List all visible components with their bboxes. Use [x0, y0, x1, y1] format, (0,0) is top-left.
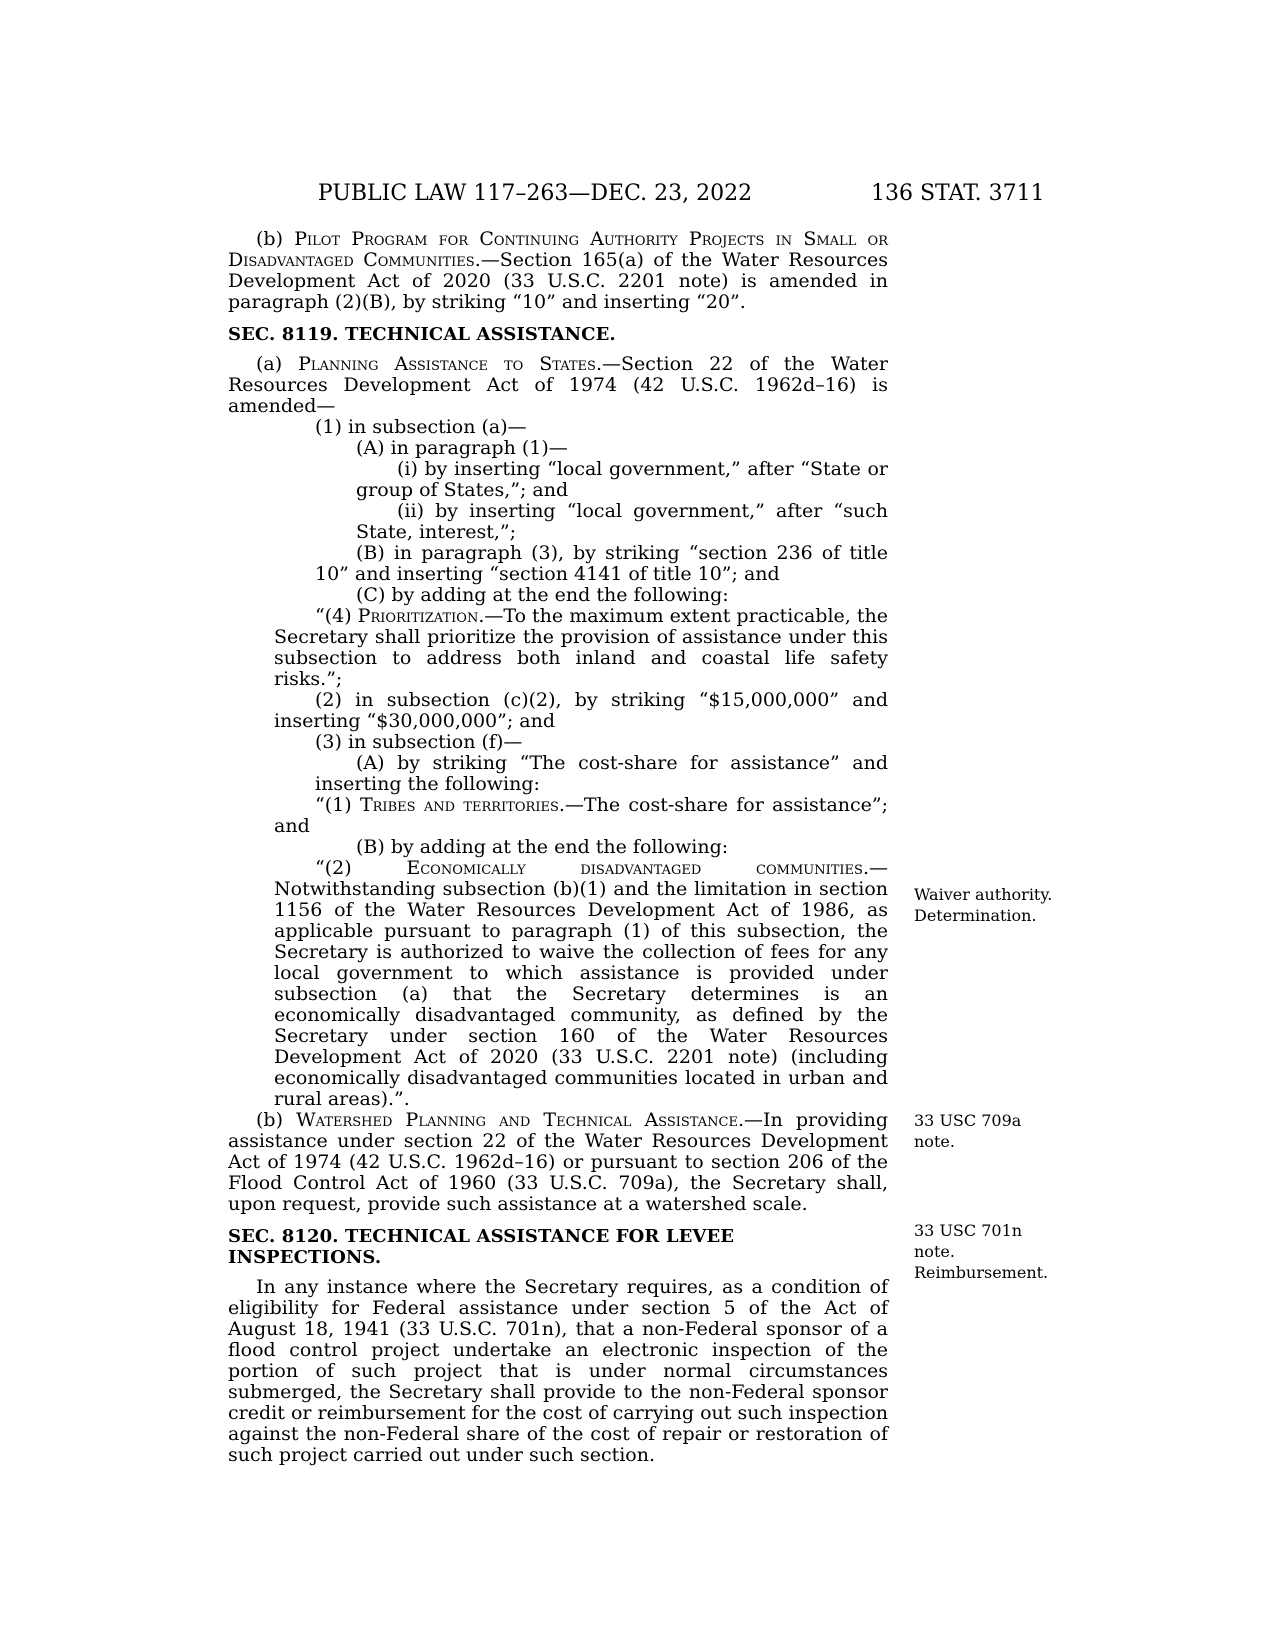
paragraph-text: “(4) [315, 605, 358, 627]
margin-note-line: Reimbursement. [914, 1263, 1049, 1282]
paragraph-text: (A) in paragraph (1)— [356, 437, 568, 459]
paragraph-text: (b) [256, 228, 295, 250]
statute-paragraph [228, 606, 888, 690]
margin-note-line: Waiver authority. [914, 885, 1053, 904]
statute-paragraph [228, 837, 888, 858]
paragraph-text: .—To the maximum extent practicable, the Secretary shall prioritize the provision of assistance under this subsection to address both inland and coastal life safety risks.”; [274, 605, 888, 690]
paragraph-text: (b) [256, 1109, 297, 1131]
margin-note [914, 1220, 1069, 1283]
paragraph-text: .—The cost-share for assistance”; and [274, 794, 889, 837]
small-caps-heading: Economically disadvantaged communities [406, 857, 863, 879]
margin-note-line: 33 USC 709a [914, 1111, 1022, 1130]
paragraph-text: (C) by adding at the end the following: [356, 584, 729, 606]
paragraph-text: (A) by striking “The cost-share for assistance” and inserting the following: [315, 752, 888, 795]
statute-paragraph [228, 732, 888, 753]
statute-paragraph [228, 354, 888, 417]
statute-paragraph [228, 753, 888, 795]
paragraph-text: .—Notwithstanding subsection (b)(1) and the limitation in section 1156 of the Water Resources Development Act of 1986, as applicable pursuant to paragraph (1) of this subsection, the Secretary is authorized to waive the collection of fees for any local government to which assistance is provided under subsection (a) that the Secretary determines is an economically disadvantaged community, as defined by the Secretary under section 160 of the Water Resources Development Act of 2020 (33 U.S.C. 2201 note) (including economically disadvantaged communities located in urban and rural areas).”. [274, 857, 888, 1110]
small-caps-heading: Pilot Program for Continuing Authority Projects in Small or Disadvantaged Communities [228, 228, 888, 271]
statute-paragraph [228, 585, 888, 606]
statute-paragraph [228, 1110, 888, 1215]
paragraph-text: “(2) [315, 857, 407, 879]
small-caps-heading: Planning Assistance to States [298, 353, 596, 375]
paragraph-text: (1) in subsection (a)— [315, 416, 527, 438]
section-heading: SEC. 8120. TECHNICAL ASSISTANCE FOR LEVEE INSPECTIONS. [228, 1226, 735, 1268]
paragraph-text: (a) [256, 353, 299, 375]
statute-paragraph [228, 858, 888, 1110]
margin-note-line: note. [914, 1242, 955, 1261]
paragraph-text: .—Section 22 of the Water Resources Development Act of 1974 (42 U.S.C. 1962d–16) is amended— [228, 353, 888, 417]
margin-note [914, 1110, 1069, 1152]
paragraph-text: (B) in paragraph (3), by striking “section 236 of title 10” and inserting “section 4141 of title 10”; and [315, 542, 888, 585]
margin-note [914, 884, 1069, 926]
paragraph-text: (i) by inserting “local government,” after “State or group of States,”; and [356, 458, 888, 501]
statute-paragraph [228, 417, 888, 438]
statute-text-column [228, 229, 888, 1466]
paragraph-text: .—In providing assistance under section 22 of the Water Resources Development Act of 1974 (42 U.S.C. 1962d–16) or pursuant to section 206 of the Flood Control Act of 1960 (33 U.S.C. 709a), the Secretary shall, upon request, provide such assistance at a watershed scale. [228, 1109, 888, 1215]
paragraph-text: (2) in subsection (c)(2), by striking “$15,000,000” and inserting “$30,000,000”; and [274, 689, 888, 732]
paragraph-text: (3) in subsection (f)— [315, 731, 523, 753]
small-caps-heading: Prioritization [357, 605, 479, 627]
statute-paragraph [228, 690, 888, 732]
statute-paragraph [228, 459, 888, 501]
paragraph-text: .—Section 165(a) of the Water Resources Development Act of 2020 (33 U.S.C. 2201 note) is amended in paragraph (2)(B), by striking “10” and inserting “20”. [228, 249, 888, 313]
statute-paragraph [228, 438, 888, 459]
statute-paragraph [228, 501, 888, 543]
statute-paragraph [228, 543, 888, 585]
paragraph-text: (ii) by inserting “local government,” after “such State, interest,”; [356, 500, 888, 543]
paragraph-text: (B) by adding at the end the following: [356, 836, 729, 858]
paragraph-text: “(1) [315, 794, 360, 816]
section-heading: SEC. 8119. TECHNICAL ASSISTANCE. [228, 324, 616, 345]
stat-page-number: 136 STAT. 3711 [871, 181, 1045, 206]
margin-note-line: note. [914, 1132, 955, 1151]
statute-paragraph [228, 229, 888, 313]
margin-note-line: 33 USC 701n [914, 1221, 1023, 1240]
statute-paragraph [228, 795, 888, 837]
law-citation: PUBLIC LAW 117–263—DEC. 23, 2022 [317, 181, 753, 206]
statute-paragraph [228, 1277, 888, 1466]
small-caps-heading: Watershed Planning and Technical Assistance [296, 1109, 738, 1131]
margin-note-line: Determination. [914, 906, 1037, 925]
paragraph-text: In any instance where the Secretary requires, as a condition of eligibility for Federal assistance under section 5 of the Act of August 18, 1941 (33 U.S.C. 701n), that a non-Federal sponsor of a flood control project undertake an electronic inspection of the portion of such project that is under normal circumstances submerged, the Secretary shall provide to the non-Federal sponsor credit or reimbursement for the cost of carrying out such inspection against the non-Federal share of the cost of repair or restoration of such project carried out under such section. [228, 1276, 888, 1466]
small-caps-heading: Tribes and territories [359, 794, 559, 816]
